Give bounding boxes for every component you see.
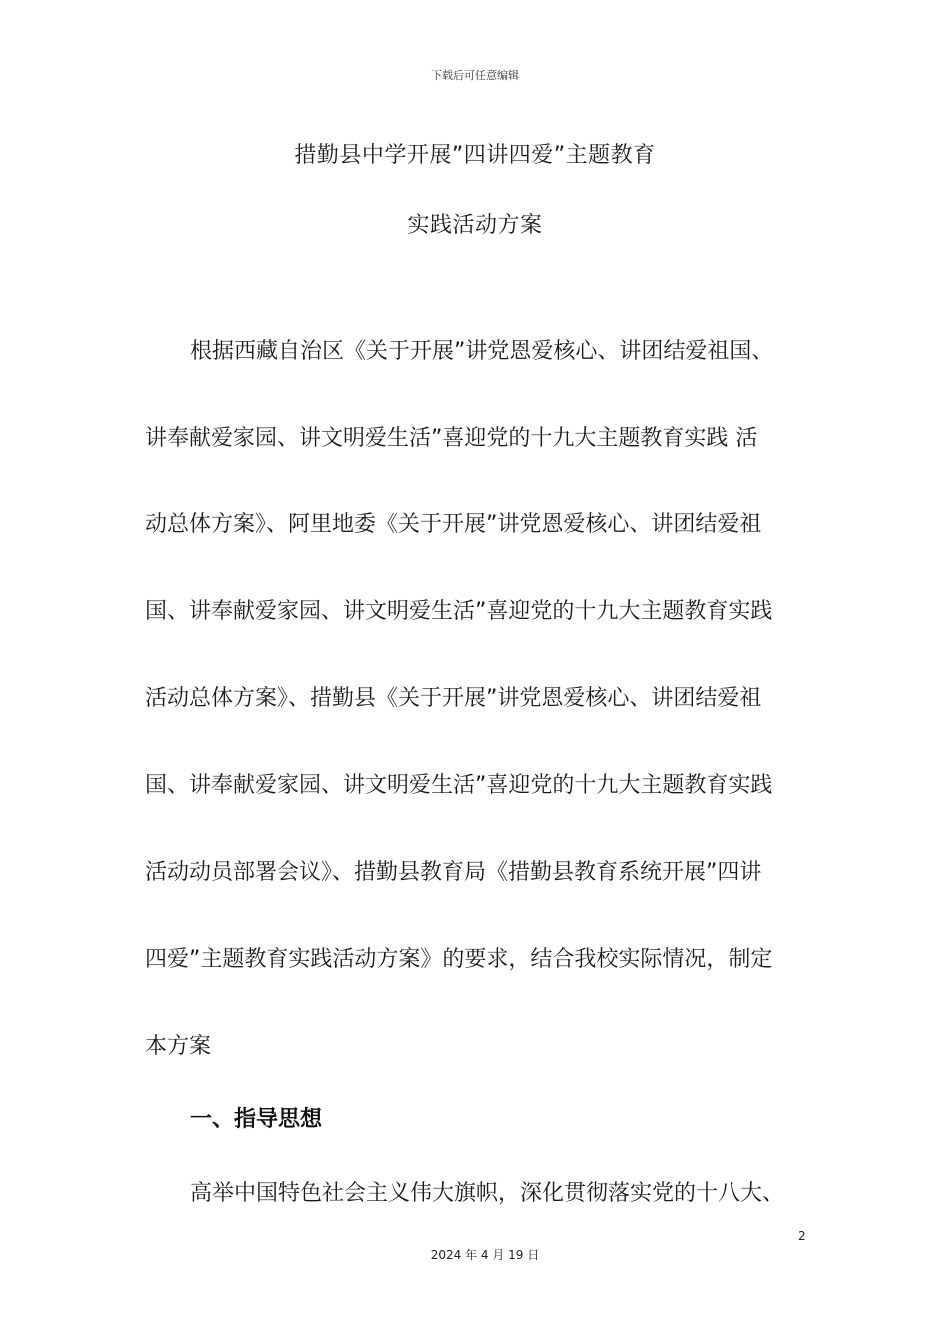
section-heading-guiding-ideology: 一、指导思想 bbox=[190, 1107, 323, 1132]
page-number: 2 bbox=[798, 1229, 806, 1243]
paragraph-line: 国、讲奉献爱家园、讲文明爱生活”喜迎党的十九大主题教育实践 bbox=[145, 599, 773, 624]
paragraph-line: 讲奉献爱家园、讲文明爱生活”喜迎党的十九大主题教育实践 活 bbox=[145, 426, 758, 451]
header-note: 下载后可任意编辑 bbox=[431, 69, 519, 82]
section-1-first-line: 高举中国特色社会主义伟大旗帜，深化贯彻落实党的十八大、 bbox=[190, 1181, 785, 1206]
paragraph-line: 四爱”主题教育实践活动方案》的要求，结合我校实际情况，制定 bbox=[145, 947, 773, 972]
paragraph-line: 根据西藏自治区《关于开展”讲党恩爱核心、讲团结爱祖国、 bbox=[190, 339, 774, 364]
paragraph-line: 本方案 bbox=[145, 1034, 212, 1059]
paragraph-line: 活动动员部署会议》、措勤县教育局《措勤县教育系统开展”四讲 bbox=[145, 860, 762, 885]
document-title-line-1: 措勤县中学开展”四讲四爱”主题教育 bbox=[294, 143, 656, 168]
paragraph-line: 国、讲奉献爱家园、讲文明爱生活”喜迎党的十九大主题教育实践 bbox=[145, 773, 773, 798]
document-title-line-2: 实践活动方案 bbox=[407, 213, 543, 238]
footer-date: 2024 年 4 月 19 日 bbox=[430, 1248, 540, 1262]
paragraph-line: 活动总体方案》、措勤县《关于开展”讲党恩爱核心、讲团结爱祖 bbox=[145, 686, 762, 711]
paragraph-line: 动总体方案》、阿里地委《关于开展”讲党恩爱核心、讲团结爱祖 bbox=[145, 512, 762, 537]
